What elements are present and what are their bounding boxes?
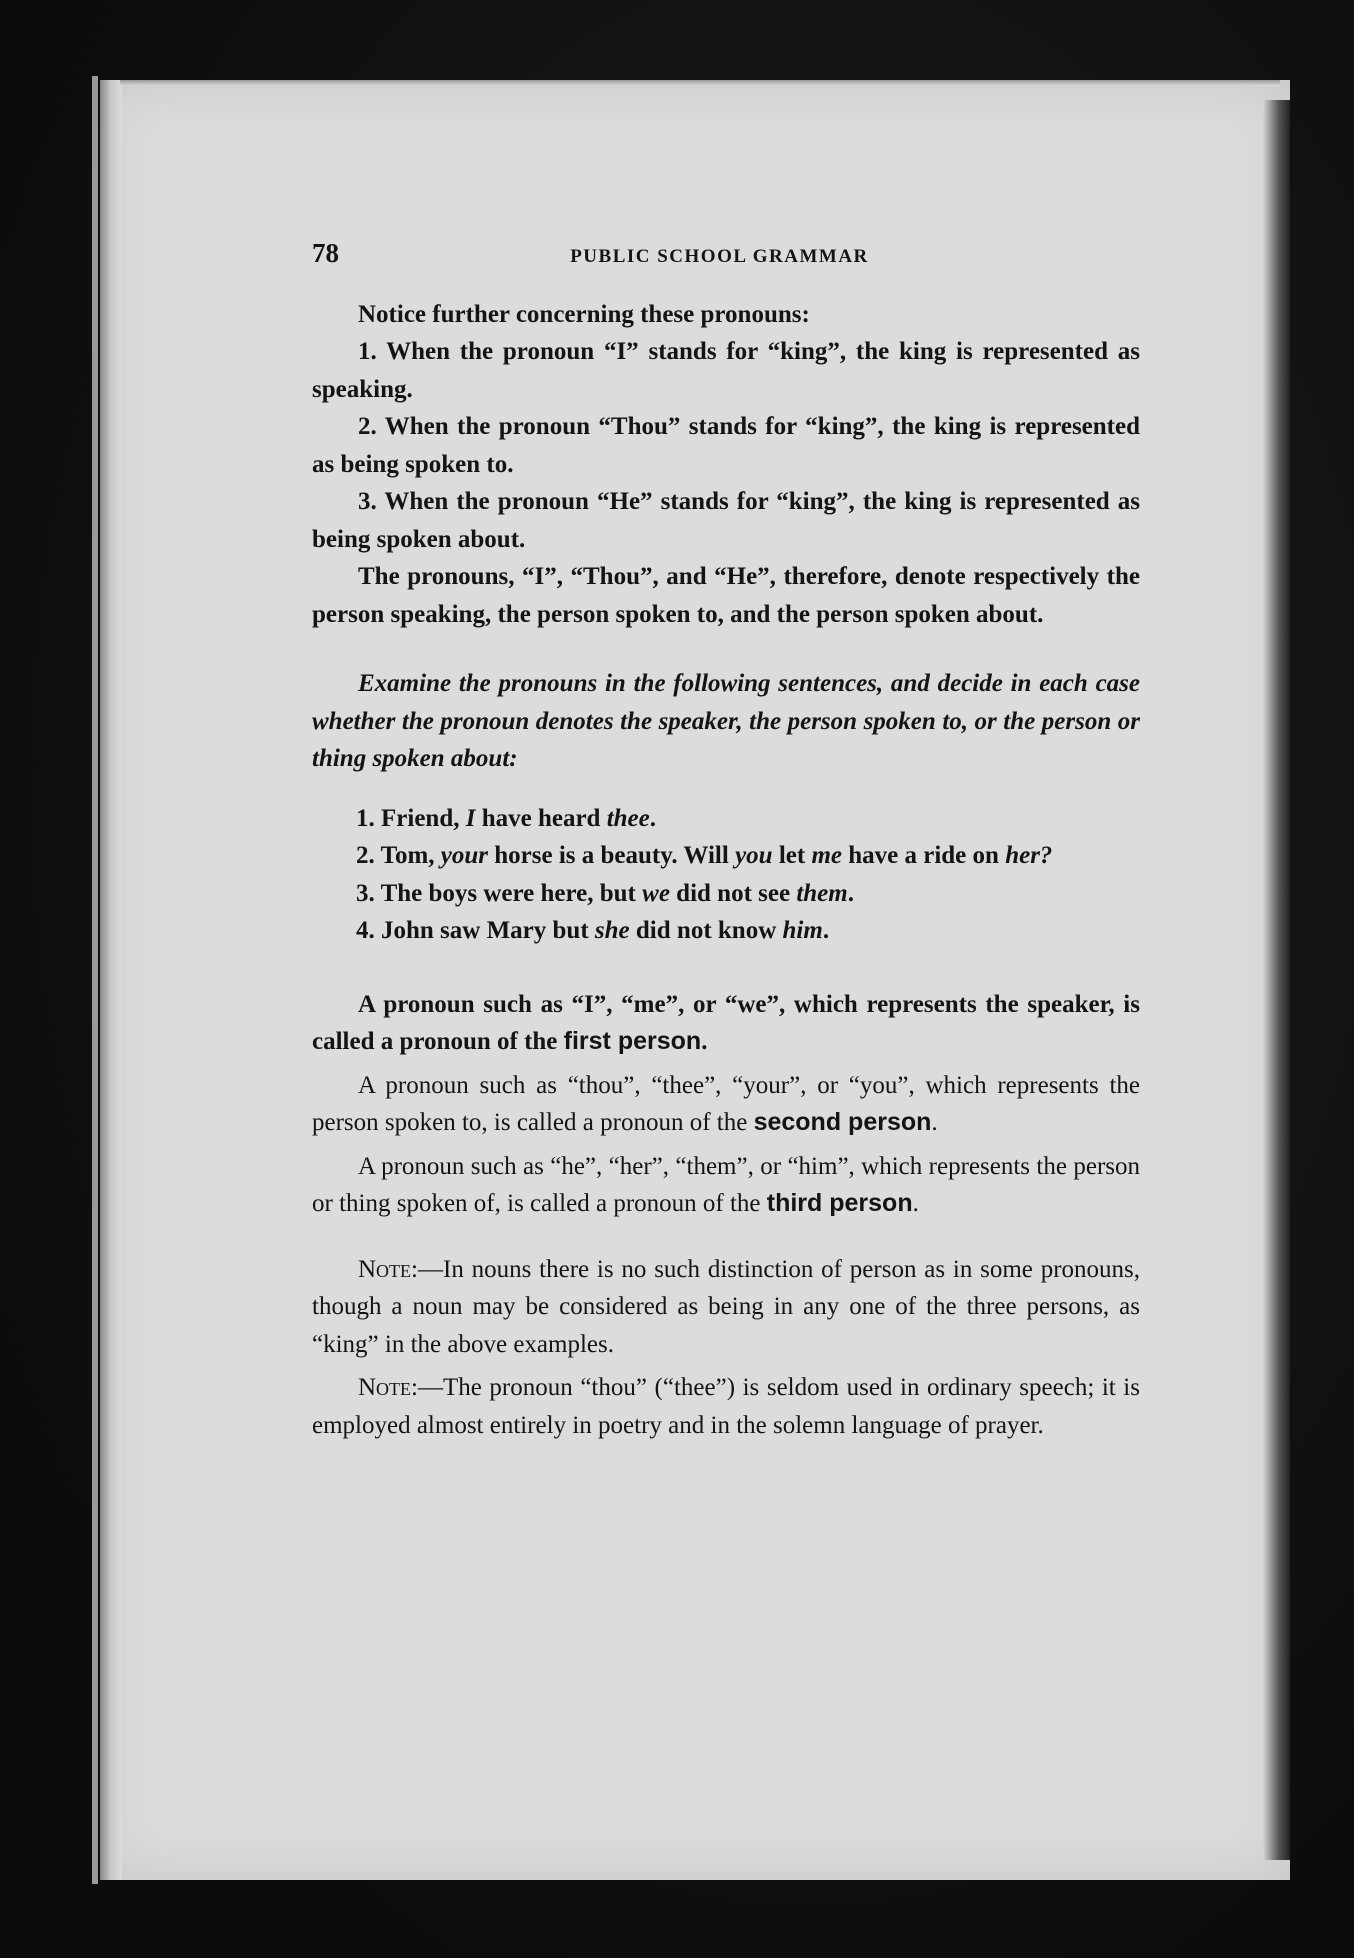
intro-point-2: 2. When the pronoun “Thou” stands for “king”, the king is represented as being spoken to. <box>312 413 1140 478</box>
notes <box>312 1251 1140 1445</box>
intro-point-3: 3. When the pronoun “He” stands for “king”, the king is represented as being spoken about. <box>312 488 1140 553</box>
pronoun: she <box>594 917 630 944</box>
term-third-person: third person <box>766 1189 913 1217</box>
note-2: Note:—The pronoun “thou” (“thee”) is seldom used in ordinary speech; it is employed almost entirely in poetry and in the solemn language of prayer. <box>312 1374 1140 1439</box>
pronoun: him <box>782 917 823 944</box>
page-top-edge <box>120 80 1280 86</box>
running-title: PUBLIC SCHOOL GRAMMAR <box>570 246 869 267</box>
pronoun: I <box>465 804 476 832</box>
example-sentence: 4. John saw Mary but she did not know him. <box>356 917 830 944</box>
pronoun: your <box>440 842 489 869</box>
definition-first-person: A pronoun such as “I”, “me”, or “we”, which represents the speaker, is called a pronoun of the first person. <box>312 990 1140 1055</box>
definition-second-person: A pronoun such as “thou”, “thee”, “your”, or “you”, which represents the person spoken to, is called a pronoun of the second person. <box>312 1071 1140 1136</box>
term-second-person: second person <box>753 1108 932 1136</box>
pronoun: you <box>735 842 773 869</box>
page-right-edge <box>1262 100 1290 1860</box>
exercise-instruction: Examine the pronouns in the following sentences, and decide in each case whether the pronoun denotes the speaker, the person spoken to, or the person or thing spoken about: <box>312 670 1140 772</box>
pronoun: her? <box>1005 842 1053 869</box>
pronoun: we <box>642 879 670 907</box>
pronoun: them <box>796 879 848 907</box>
page-text <box>312 235 1140 1444</box>
intro-summary: The pronouns, “I”, “Thou”, and “He”, therefore, denote respectively the person speaking, the person spoken to, and the person spoken about. <box>312 563 1140 628</box>
term-first-person: first person <box>563 1027 702 1055</box>
example-sentences <box>312 800 1140 950</box>
example-sentence: 1. Friend, I have heard thee. <box>356 804 656 832</box>
example-sentence: 2. Tom, your horse is a beauty. Will you let me have a ride on her? <box>356 842 1053 869</box>
pronoun: me <box>811 842 842 869</box>
pronoun: thee <box>606 804 650 832</box>
example-sentence: 3. The boys were here, but we did not see them. <box>356 879 854 907</box>
note-1: Note:—In nouns there is no such distinction of person as in some pronouns, though a noun may be considered as being in any one of the three persons, as “king” in the above examples. <box>312 1255 1140 1358</box>
page-edge-outer <box>92 76 98 1884</box>
page-gutter-shadow <box>100 80 122 1880</box>
definition-third-person: A pronoun such as “he”, “her”, “them”, or “him”, which represents the person or thing spoken of, is called a pronoun of the third person. <box>312 1152 1140 1217</box>
intro-lead: Notice further concerning these pronouns: <box>358 300 810 328</box>
running-head <box>312 235 1140 276</box>
intro-point-1: 1. When the pronoun “I” stands for “king”, the king is represented as speaking. <box>312 338 1140 403</box>
page-number: 78 <box>312 238 339 268</box>
